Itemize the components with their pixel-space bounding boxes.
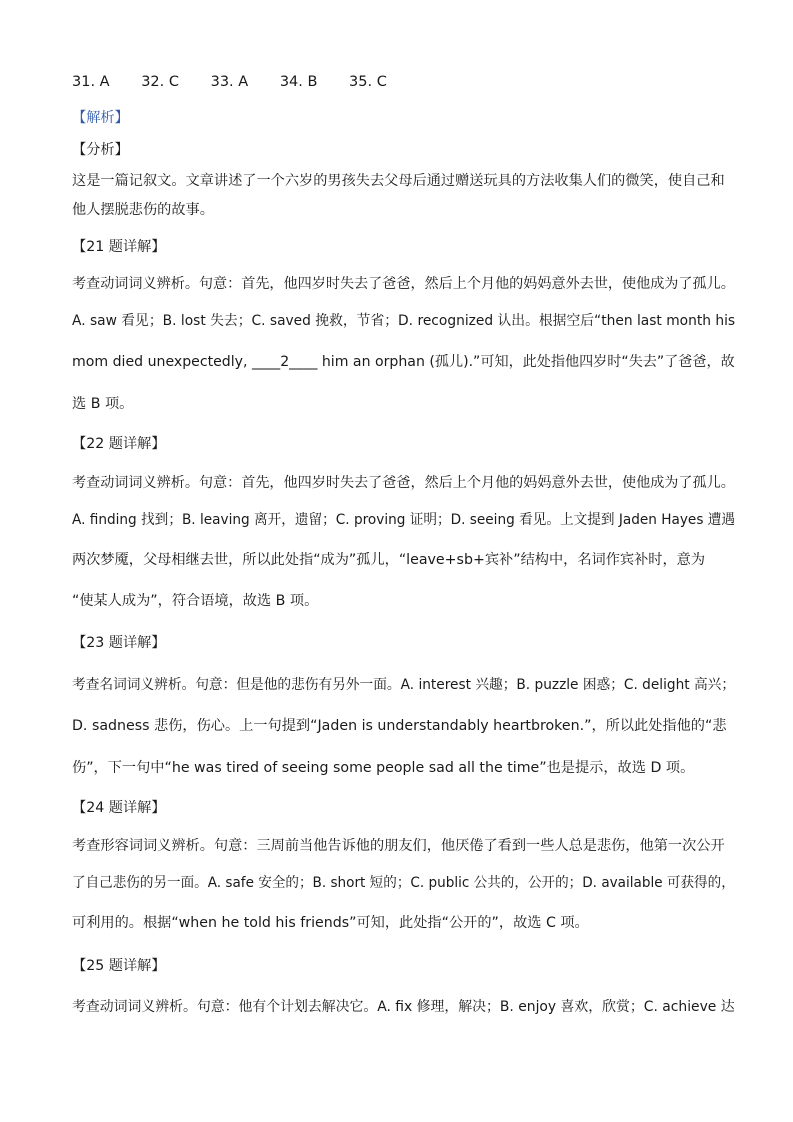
q22-line: “使某人成为”，符合语境，故选 B 项。 xyxy=(72,593,319,609)
q25-heading: 【25 题详解】 xyxy=(72,958,166,974)
q24-line: 考查形容词词义辨析。句意：三周前当他告诉他的朋友们，他厌倦了看到一些人总是悲伤，他第一次公开 xyxy=(72,838,725,854)
q23-line: 考查名词词义辨析。句意：但是他的悲伤有另外一面。A. interest 兴趣；B. puzzle 困惑；C. delight 高兴； xyxy=(72,677,736,693)
q22-line: 考查动词词义辨析。句意：首先，他四岁时失去了爸爸，然后上个月他的妈妈意外去世，使他成为了孤儿。 xyxy=(72,475,735,491)
q24-line: 了自己悲伤的另一面。A. safe 安全的；B. short 短的；C. public 公共的，公开的；D. available 可获得的， xyxy=(72,875,735,891)
answer-34: 34. B xyxy=(279,74,318,90)
q21-line: 选 B 项。 xyxy=(72,396,134,412)
q21-line: 考查动词词义辨析。句意：首先，他四岁时失去了爸爸，然后上个月他的妈妈意外去世，使他成为了孤儿。 xyxy=(72,276,735,292)
q23-line: D. sadness 悲伤，伤心。上一句提到“Jaden is understandably heartbroken.”，所以此处指他的“悲 xyxy=(72,718,727,734)
q21-line: mom died unexpectedly, ____2____ him an orphan (孤儿).”可知，此处指他四岁时“失去”了爸爸，故 xyxy=(72,354,735,370)
section-label-jiexi: 【解析】 xyxy=(72,110,129,126)
answer-32: 32. C xyxy=(141,74,179,90)
q25-line: 考查动词词义辨析。句意：他有个计划去解决它。A. fix 修理，解决；B. enjoy 喜欢，欣赏；C. achieve 达 xyxy=(72,999,735,1015)
q24-line: 可利用的。根据“when he told his friends”可知，此处指“公开的”，故选 C 项。 xyxy=(72,915,589,931)
q21-heading: 【21 题详解】 xyxy=(72,239,166,255)
q22-line: A. finding 找到；B. leaving 离开，遗留；C. proving 证明；D. seeing 看见。上文提到 Jaden Hayes 遭遇 xyxy=(72,512,736,528)
analysis-heading: 【分析】 xyxy=(72,142,129,158)
analysis-line: 这是一篇记叙文。文章讲述了一个六岁的男孩失去父母后通过赠送玩具的方法收集人们的微笑，使自己和 xyxy=(72,173,725,189)
q23-line: 伤”，下一句中“he was tired of seeing some people sad all the time”也是提示，故选 D 项。 xyxy=(72,760,695,776)
answer-key xyxy=(72,72,414,92)
q21-line: A. saw 看见；B. lost 失去；C. saved 挽救，节省；D. recognized 认出。根据空后“then last month his xyxy=(72,313,736,329)
answer-31: 31. A xyxy=(72,74,110,90)
answer-35: 35. C xyxy=(349,74,387,90)
q22-line: 两次梦魇，父母相继去世，所以此处指“成为”孤儿，“leave+sb+宾补”结构中，名词作宾补时，意为 xyxy=(72,552,706,568)
answer-33: 33. A xyxy=(210,74,249,90)
q22-heading: 【22 题详解】 xyxy=(72,436,166,452)
q24-heading: 【24 题详解】 xyxy=(72,800,166,816)
q23-heading: 【23 题详解】 xyxy=(72,635,166,651)
analysis-line: 他人摆脱悲伤的故事。 xyxy=(72,202,214,218)
